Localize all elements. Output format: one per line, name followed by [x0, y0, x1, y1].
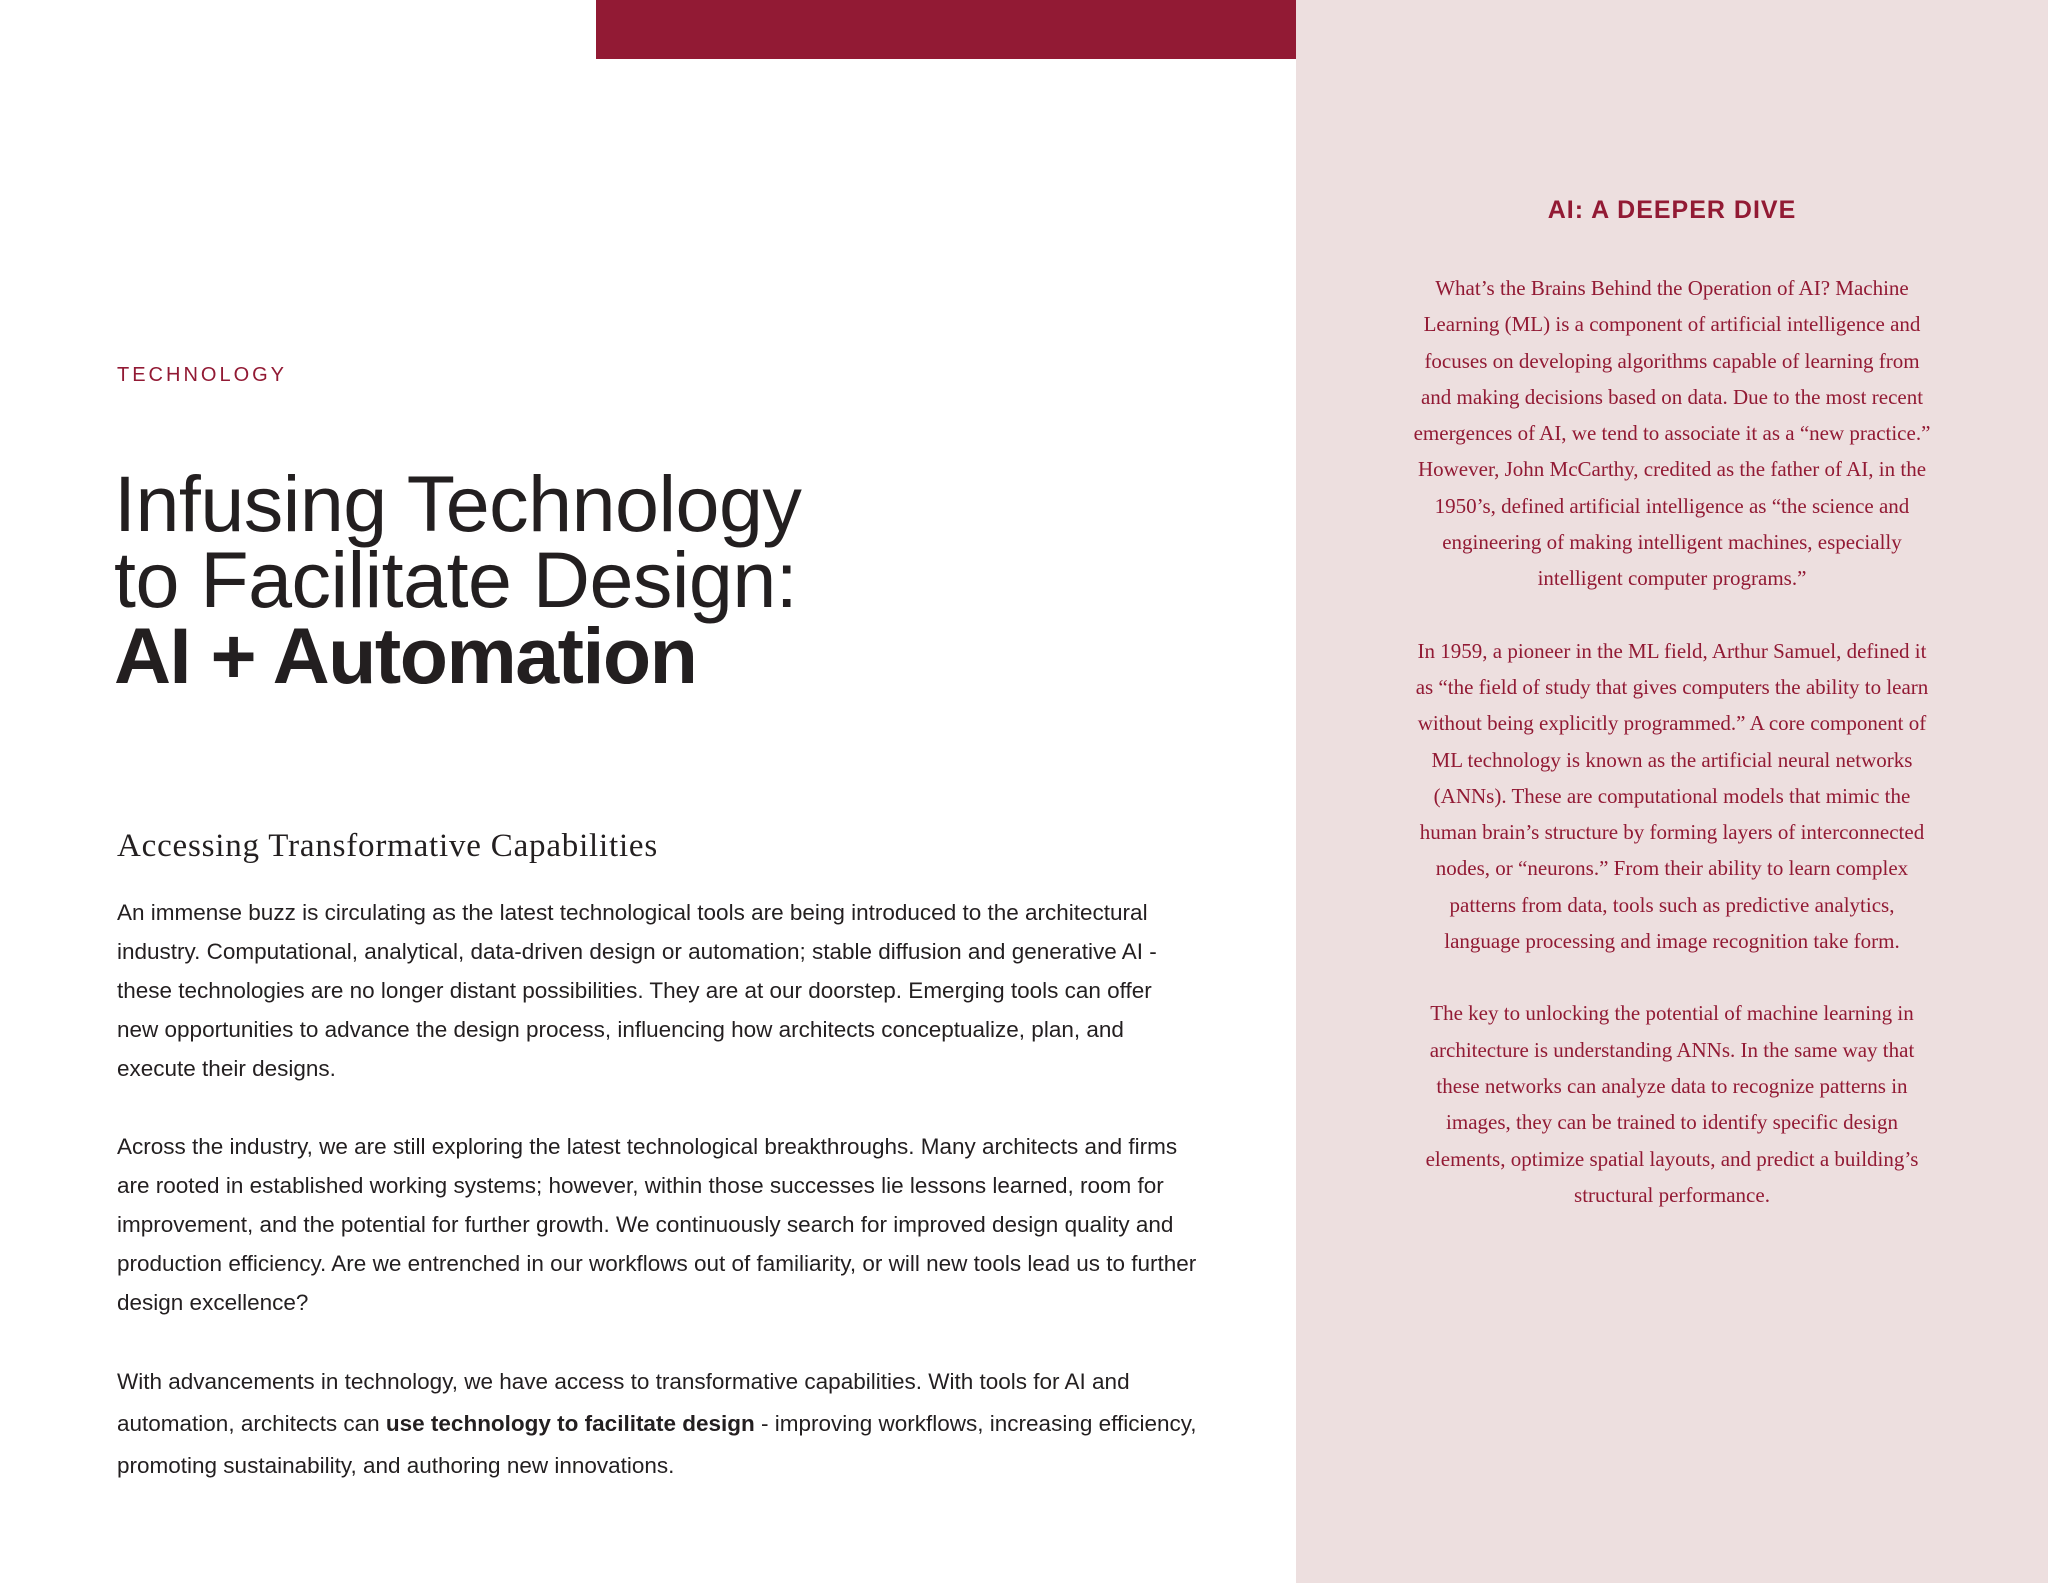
article-body [117, 893, 1197, 1487]
body-paragraph [117, 1361, 1197, 1487]
headline-emphasis: AI + Automation [114, 611, 697, 700]
page-title [114, 459, 1214, 700]
headline-line: to Facilitate Design: [114, 535, 798, 624]
sidebar-paragraph: In 1959, a pioneer in the ML field, Arthur Samuel, defined it as “the field of study that gives computers the ability to learn without being explicitly programmed.” A core component of ML technology is known as the artificial neural networks (ANNs). These are computational models that mimic the human brain’s structure by forming layers of interconnected nodes, or “neurons.” From their ability to learn complex patterns from data, tools such as predictive analytics, language processing and image recognition take form. [1415, 638, 1929, 954]
body-emphasis: use technology to facilitate design [385, 1411, 755, 1436]
headline-line: Infusing Technology [114, 459, 802, 548]
sidebar-paragraph: What’s the Brains Behind the Operation of AI? Machine Learning (ML) is a component of artificial intelligence and focuses on developing algorithms capable of learning from and making decisions based on data. Due to the most recent emergences of AI, we tend to associate it as a “new practice.” However, John McCarthy, credited as the father of AI, in the 1950’s, defined artificial intelligence as “the science and engineering of making intelligent machines, especially intelligent computer programs.” [1413, 276, 1931, 591]
sidebar-title: AI: A DEEPER DIVE [1547, 196, 1797, 224]
sidebar-body [1412, 270, 1932, 1213]
sidebar-paragraph: The key to unlocking the potential of machine learning in architecture is understanding ANNs. In the same way that these networks can analyze data to recognize patterns in images, they can be trained to identify specific design elements, optimize spatial layouts, and predict a building’s structural performance. [1425, 1001, 1919, 1207]
article-subhead: Accessing Transformative Capabilities [117, 828, 659, 864]
section-kicker: TECHNOLOGY [117, 364, 288, 386]
body-paragraph: Across the industry, we are still exploring the latest technological breakthroughs. Many architects and firms are rooted in established working systems; however, within those successes lie lessons learned, room for improvement, and the potential for further growth. We continuously search for improved design quality and production efficiency. Are we entrenched in our workflows out of familiarity, or will new tools lead us to further design excellence? [117, 1134, 1197, 1315]
body-text: - improving workflows, increasing efficiency, promoting sustainability, and authoring new innovations. [117, 1411, 1197, 1478]
body-paragraph: An immense buzz is circulating as the latest technological tools are being introduced to the architectural industry. Computational, analytical, data-driven design or automation; stable diffusion and generative AI - these technologies are no longer distant possibilities. They are at our doorstep. Emerging tools can offer new opportunities to advance the design process, influencing how architects conceptualize, plan, and execute their designs. [117, 900, 1157, 1081]
body-text: With advancements in technology, we have access to transformative capabilities. With tools for AI and automation, architects can [117, 1369, 1130, 1436]
